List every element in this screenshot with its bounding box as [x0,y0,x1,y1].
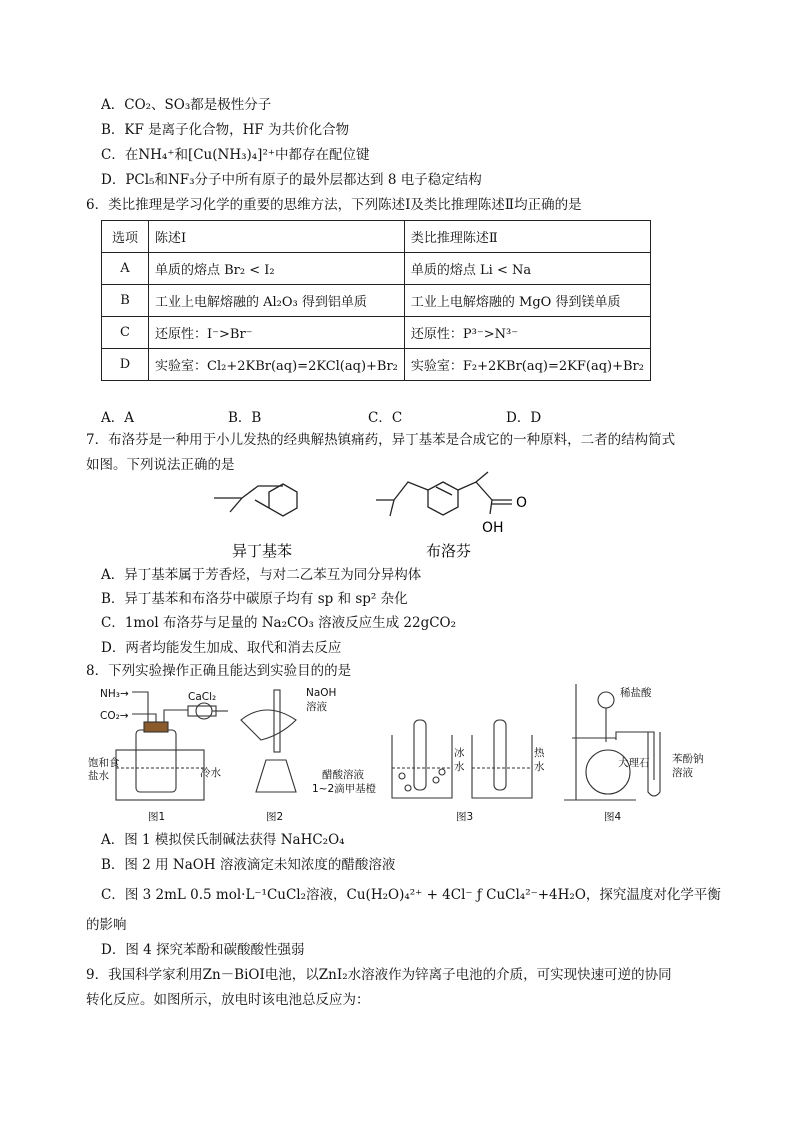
table-cell: 还原性：P³⁻>N³⁻ [404,317,650,349]
fig2-acetic-label: 醋酸溶液 [322,769,364,781]
q8-stem: 8．下列实验操作正确且能达到实验目的的是 [86,663,352,679]
table-cell: 工业上电解熔融的 MgO 得到镁单质 [404,285,650,317]
q6-choice-d: D．D [506,410,542,426]
table-cell: 工业上电解熔融的 Al₂O₃ 得到铝单质 [149,285,405,317]
fig1-caption: 图1 [148,811,166,823]
table-cell: A [102,253,149,285]
table-header-row [102,221,651,253]
fig2-naoh-label: NaOH [306,687,337,699]
fig1-co2-label: CO₂→ [100,710,129,722]
fig4-phenolate-label: 苯酚钠 [672,753,704,765]
q7-stem-line1: 7．布洛芬是一种用于小儿发热的经典解热镇痛药，异丁基苯是合成它的一种原料，二者的结构简式 [86,432,676,448]
table-row [102,253,651,285]
fig1-brine-label: 饱和食 [88,757,120,769]
benzene-ring [269,484,297,516]
q7-option-b: B．异丁基苯和布洛芬中碳原子均有 sp 和 sp² 杂化 [101,591,408,607]
table-cell: C [102,317,149,349]
fig4-phenolate-label: 溶液 [672,767,693,779]
fig2-burette [274,690,280,752]
q9-stem-line2: 转化反应。如图所示，放电时该电池总反应为： [86,992,370,1008]
q5-option-d: D．PCl₅和NF₃分子中所有原子的最外层都达到 8 电子稳定结构 [101,172,482,188]
table-cell: 单质的熔点 Li < Na [404,253,650,285]
table-cell: 实验室：Cl₂+2KBr(aq)=2KCl(aq)+Br₂ [149,349,405,381]
table-header: 类比推理陈述Ⅱ [404,221,650,253]
fig3-ice-label: 冰 [454,747,465,759]
hydroxyl-label: OH [482,520,504,536]
q7-stem-line2: 如图。下列说法正确的是 [86,457,235,473]
fig3-hot-label: 热 [534,747,545,759]
q6-choice-c: C．C [368,410,403,426]
q9-stem-line1: 9．我国科学家利用Zn－BiOI电池，以ZnI₂水溶液作为锌离子电池的介质，可实现快速可逆的协同 [86,967,672,983]
fig2-caption: 图2 [266,811,284,823]
q7-option-a: A．异丁基苯属于芳香烃，与对二乙苯互为同分异构体 [101,567,422,583]
q6-stem: 6．类比推理是学习化学的重要的思维方法，下列陈述Ⅰ及类比推理陈述Ⅱ均正确的是 [86,197,582,213]
fig3-ice-label: 水 [454,761,465,773]
q7-option-c: C．1mol 布洛芬与足量的 Na₂CO₃ 溶液反应生成 22gCO₂ [101,615,457,631]
q6-table [101,220,651,381]
fig2-naoh-label: 溶液 [306,701,327,713]
q6-choice-a: A．A [101,410,134,426]
fig4-marble-label: 大理石 [618,757,650,769]
ibuprofen-label: 布洛芬 [426,542,472,560]
isobutylbenzene-label: 异丁基苯 [232,542,293,560]
fig3-beaker-hot [472,735,532,798]
fig2-flask [256,760,296,792]
q6-choice-b: B．B [228,410,262,426]
table-cell: 单质的熔点 Br₂ < I₂ [149,253,405,285]
fig4-funnel [598,692,614,708]
fig1-cold-water-label: 冷水 [200,767,221,779]
table-cell: 实验室：F₂+2KBr(aq)=2KF(aq)+Br₂ [404,349,650,381]
q6-choices [101,408,633,428]
q7-structures [200,470,560,565]
q8-option-c: C．图 3 2mL 0.5 mol·L⁻¹CuCl₂溶液，Cu(H₂O)₄²⁺ + 4Cl⁻ ƒ CuCl₄²⁻+4H₂O，探究温度对化学平衡 [101,887,721,903]
fig2-indicator-label: 1~2滴甲基橙 [312,783,377,795]
table-cell: 还原性：I⁻>Br⁻ [149,317,405,349]
table-header: 陈述Ⅰ [149,221,405,253]
q5-option-a: A．CO₂、SO₃都是极性分子 [101,97,272,113]
fig1-cacl2-label: CaCl₂ [188,691,217,703]
table-row [102,349,651,381]
fig1-nh3-label: NH₃→ [100,688,129,700]
table-cell: D [102,349,149,381]
q5-option-c: C．在NH₄⁺和[Cu(NH₃)₄]²⁺中都存在配位键 [101,147,370,163]
carbonyl-o-label: O [516,495,528,511]
q8-option-a: A．图 1 模拟侯氏制碱法获得 NaHC₂O₄ [101,832,345,848]
fig4-caption: 图4 [604,811,622,823]
table-header: 选项 [102,221,149,253]
q8-option-d: D．图 4 探究苯酚和碳酸酸性强弱 [101,942,305,958]
table-row [102,317,651,349]
fig1-brine-label: 盐水 [88,770,109,782]
q5-option-b: B．KF 是离子化合物，HF 为共价化合物 [101,122,350,138]
q8-option-b: B．图 2 用 NaOH 溶液滴定未知浓度的醋酸溶液 [101,857,396,873]
fig3-caption: 图3 [456,811,474,823]
q7-option-d: D．两者均能发生加成、取代和消去反应 [101,640,342,656]
fig3-beaker-ice [392,735,452,798]
benzene-ring [428,482,458,515]
table-row [102,285,651,317]
q8-option-c-continued: 的影响 [86,917,127,933]
table-cell: B [102,285,149,317]
fig4-hcl-label: 稀盐酸 [620,687,652,699]
q8-figures [88,680,716,825]
fig3-hot-label: 水 [534,761,545,773]
